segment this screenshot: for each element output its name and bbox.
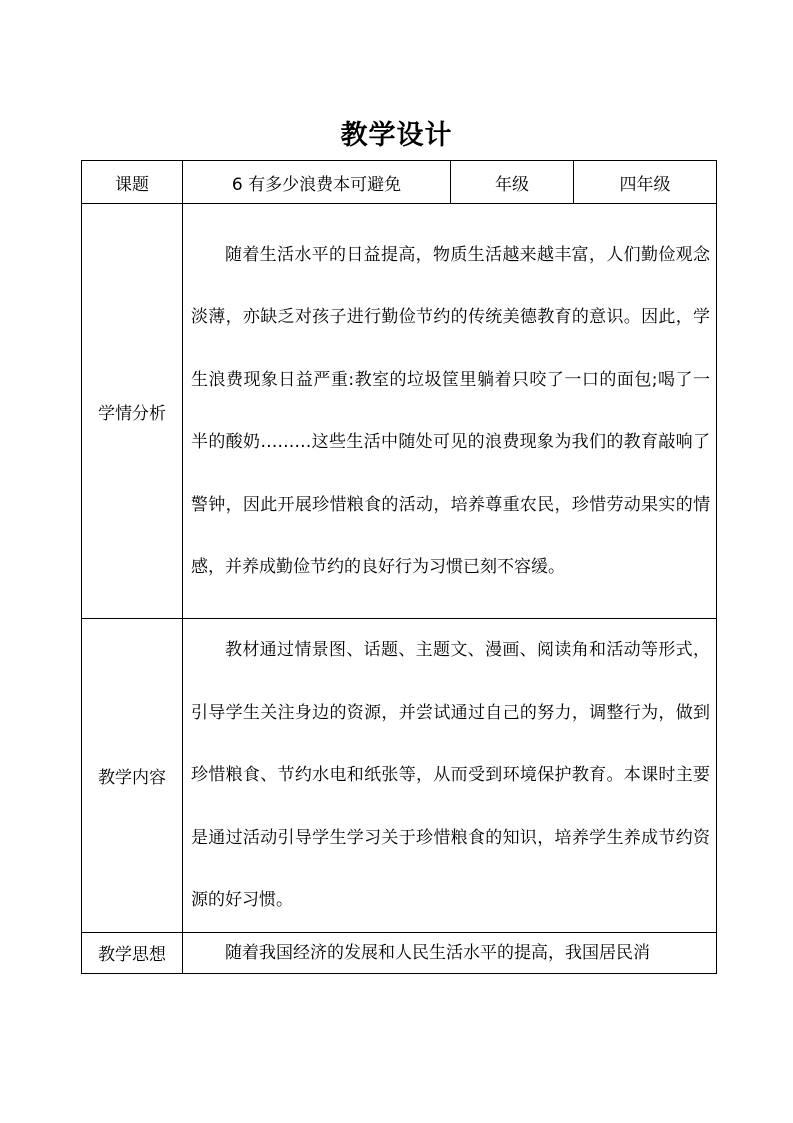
analysis-label: 学情分析 <box>82 204 183 619</box>
topic-label: 课题 <box>82 161 183 204</box>
analysis-row <box>82 204 717 619</box>
thinking-label: 教学思想 <box>82 932 183 973</box>
document-title: 教学设计 <box>340 120 453 151</box>
thinking-text: 随着我国经济的发展和人民生活水平的提高，我国居民消 <box>225 942 650 963</box>
grade-label: 年级 <box>451 161 574 204</box>
thinking-row <box>82 932 717 973</box>
content-label: 教学内容 <box>82 619 183 933</box>
content-cell <box>183 619 717 933</box>
topic-value: 6 有多少浪费本可避免 <box>183 161 451 204</box>
analysis-cell <box>183 204 717 619</box>
content-row <box>82 619 717 933</box>
analysis-text: 随着生活水平的日益提高，物质生活越来越丰富，人们勤俭观念淡薄，亦缺乏对孩子进行勤俭节约的传统美德教育的意识。因此，学生浪费现象日益严重:教室的垃圾筐里躺着只咬了一口的面包;喝了一半的酸奶………这些生活中随处可见的浪费现象为我们的教育敲响了警钟，因此开展珍惜粮食的活动，培养尊重农民，珍惜劳动果实的情感，并养成勤俭节约的良好行为习惯已刻不容缓。 <box>191 244 710 577</box>
topic-row <box>82 161 717 204</box>
grade-value: 四年级 <box>574 161 717 204</box>
content-text: 教材通过情景图、话题、主题文、漫画、阅读角和活动等形式，引导学生关注身边的资源，并尝试通过自己的努力，调整行为，做到珍惜粮食、节约水电和纸张等，从而受到环境保护教育。本课时主要是通过活动引导学生学习关于珍惜粮食的知识，培养学生养成节约资源的好习惯。 <box>191 640 710 910</box>
lesson-design-table <box>81 160 717 974</box>
thinking-cell <box>183 932 717 973</box>
